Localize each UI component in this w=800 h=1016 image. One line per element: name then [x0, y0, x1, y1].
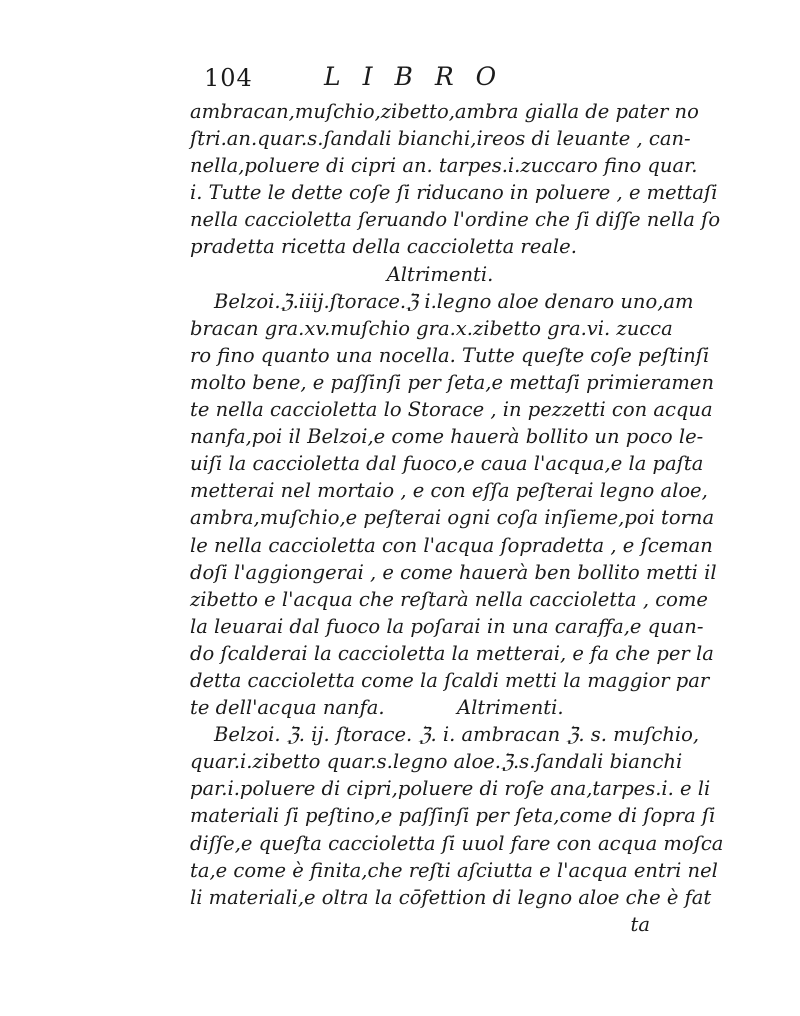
text-line: uiſi la caccioletta dal fuoco,e caua l'acqua,e la paſta [190, 452, 704, 476]
text-line: zibetto e l'acqua che reſtarà nella caccioletta , come [190, 587, 708, 611]
text-line: ambracan,muſchio,zibetto,ambra gialla de pater no [190, 100, 699, 123]
text-line [190, 694, 660, 721]
text-line: la leuarai dal fuoco la poſarai in una caraffa,e quan- [190, 614, 704, 638]
text-line: molto bene, e paſſinſi per ſeta,e mettaſi primieramen [190, 370, 715, 394]
section-heading: Altrimenti. [457, 696, 564, 720]
text-line: par.i.poluere di cipri,poluere di roſe ana,tarpes.i. e li [190, 777, 711, 801]
text-line: nella,poluere di cipri an. tarpes.i.zuccaro fino quar. [190, 154, 698, 178]
section-heading: Altrimenti. [386, 262, 494, 286]
text-fragment: te dell'acqua nanfa. [190, 696, 385, 720]
text-block [190, 98, 724, 938]
catchword: ta [630, 912, 650, 936]
text-line: Belzoi.ℨ.iiij.ſtorace.ℨ i.legno aloe denaro uno,am [214, 289, 694, 313]
running-head: LIBRO [324, 62, 519, 91]
text-line: i. Tutte le dette coſe ſi riducano in poluere , e mettaſi [190, 181, 718, 205]
text-line: do ſcalderai la caccioletta la metterai, e fa che per la [190, 641, 714, 665]
text-line: ta,e come è finita,che reſti aſciutta e l'acqua entri nel [190, 858, 718, 882]
text-line: diſſe,e queſta caccioletta ſi uuol fare con acqua moſca [190, 831, 724, 855]
text-line: materiali ſi peſtino,e paſſinſi per ſeta,come di ſopra ſi [190, 804, 716, 828]
text-line: le nella caccioletta con l'acqua ſopradetta , e ſceman [190, 533, 713, 557]
text-line: ambra,muſchio,e peſterai ogni coſa inſieme,poi torna [190, 506, 715, 530]
text-line: Belzoi. ℨ. ij. ſtorace. ℨ. i. ambracan ℨ. s. muſchio, [214, 723, 700, 747]
text-line: nella caccioletta ſeruando l'ordine che ſi diſſe nella ſo [190, 208, 721, 232]
text-line: detta caccioletta come la ſcaldi metti la maggior par [190, 668, 710, 692]
text-line: te nella caccioletta lo Storace , in pezzetti con acqua [190, 398, 713, 422]
text-line: ſtri.an.quar.s.ſandali bianchi,ireos di leuante , can- [190, 127, 691, 151]
text-line: pradetta ricetta della caccioletta reale. [190, 235, 577, 259]
page-number: 104 [204, 64, 253, 92]
text-line: metterai nel mortaio , e con eſſa peſterai legno aloe, [190, 479, 708, 503]
text-line: quar.i.zibetto quar.s.legno aloe.ℨ.s.ſandali bianchi [190, 750, 683, 774]
text-line: bracan gra.xv.muſchio gra.x.zibetto gra.vi. zucca [190, 316, 673, 340]
page-header [204, 62, 664, 98]
text-line: nanfa,poi il Belzoi,e come hauerà bollito un poco le- [190, 425, 704, 449]
text-line: li materiali,e oltra la cōfettion di legno aloe che è fat [190, 885, 712, 909]
text-line: doſi l'aggiongerai , e come hauerà ben bollito metti il [190, 560, 717, 584]
text-line: ro fino quanto una nocella. Tutte queſte coſe peſtinſi [190, 343, 710, 367]
